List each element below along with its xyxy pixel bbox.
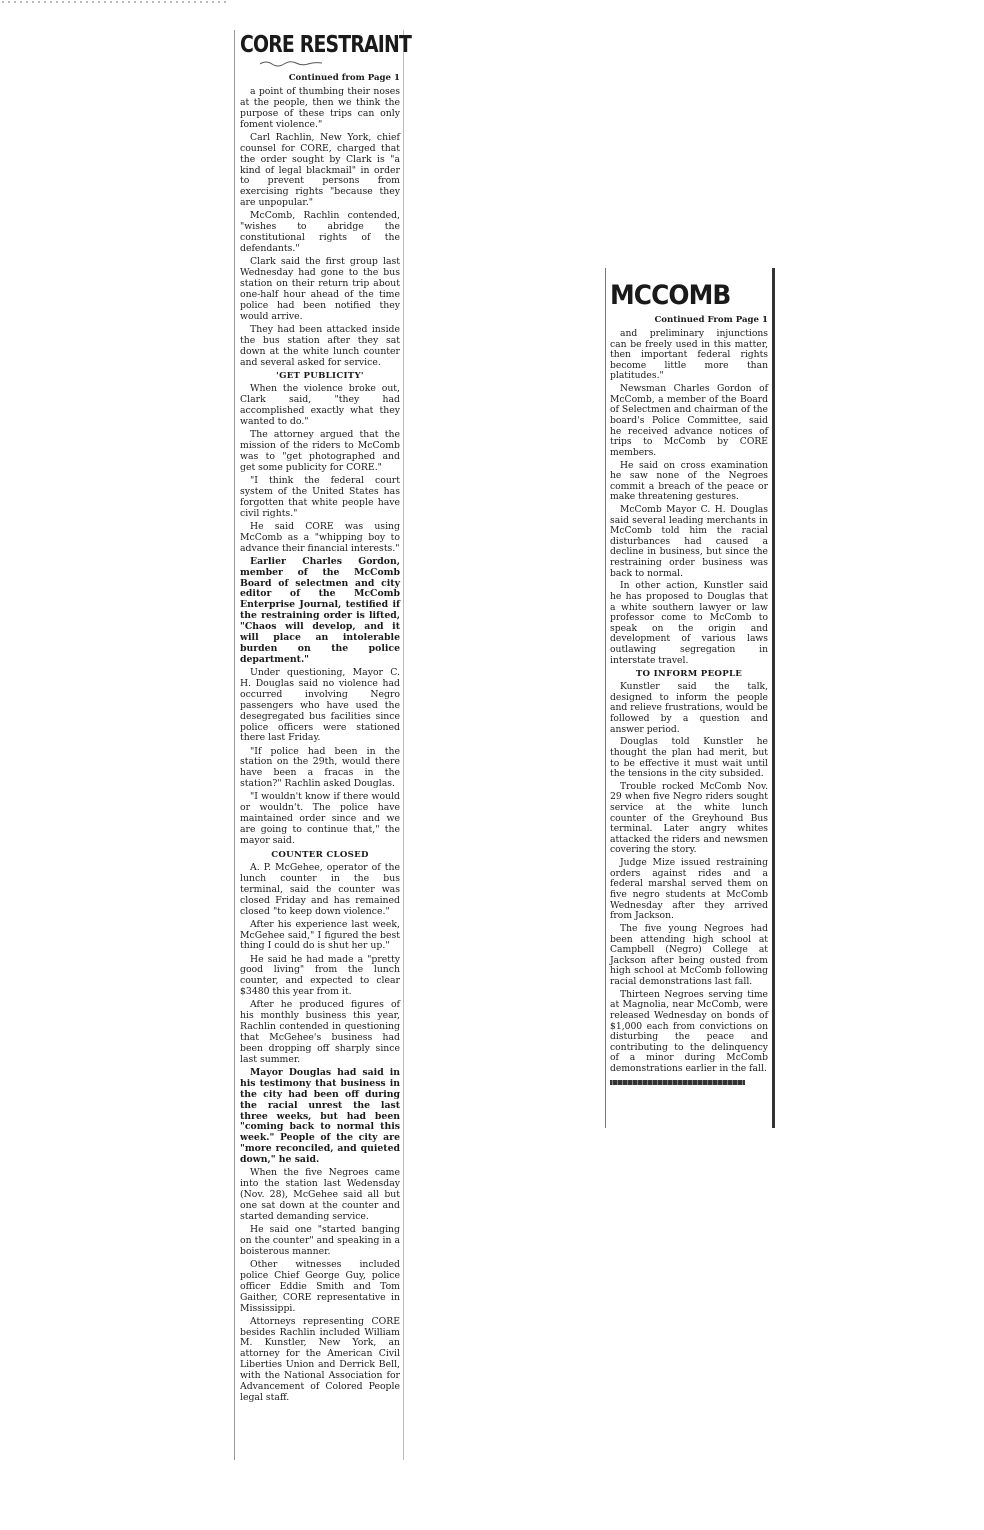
article-paragraph: Under questioning, Mayor C. H. Douglas said no violence had occurred involving Negro passengers who have used the desegregated bus facilities since police officers were stationed there last Friday. — [240, 667, 400, 744]
scribble-mark — [240, 59, 380, 67]
article-paragraph: Kunstler said the talk, designed to inform the people and relieve frustrations, would be followed by a question and answer period. — [610, 681, 768, 735]
article-paragraph: After his experience last week, McGehee said," I figured the best thing I could do is shut her up." — [240, 918, 400, 952]
subheading: TO INFORM PEOPLE — [635, 669, 743, 680]
article-paragraph: Thirteen Negroes serving time at Magnolia, near McComb, were released Wednesday on bonds of $1,000 each from convictions on disturbing the peace and contributing to the delinquency of a minor during McComb demonstrations earlier in the fall. — [610, 988, 768, 1074]
article-body — [610, 329, 768, 1074]
article-paragraph: "I wouldn't know if there would or wouldn't. The police have maintained order since and we are going to continue that," the mayor said. — [240, 791, 400, 846]
core-restraint-clipping — [234, 30, 412, 1460]
article-paragraph: Trouble rocked McComb Nov. 29 when five Negro riders sought service at the white lunch counter of the Greyhound Bus terminal. Later angry whites attacked the riders and newsmen covering the story. — [610, 780, 768, 856]
article-paragraph: Carl Rachlin, New York, chief counsel for CORE, charged that the order sought by Clark is "a kind of legal blackmail" in order to prevent persons from exercising rights "because they are unpopular." — [240, 131, 400, 209]
article-paragraph: He said CORE was using McComb as a "whipping boy to advance their financial interests." — [240, 520, 400, 554]
article-paragraph: The five young Negroes had been attending high school at Campbell (Negro) College at Jackson after being ousted from high school at McComb following racial demonstrations last fall. — [610, 922, 768, 987]
article-paragraph: He said one "started banging on the counter" and speaking in a boisterous manner. — [240, 1224, 400, 1257]
article-paragraph: Newsman Charles Gordon of McComb, a member of the Board of Selectmen and chairman of the board's Police Committee, said he received advance notices of trips to McComb by CORE members. — [610, 383, 768, 458]
continued-from-page-label: Continued From Page 1 — [654, 315, 768, 325]
article-paragraph: Other witnesses included police Chief George Guy, police officer Eddie Smith and Tom Gaither, CORE representative in Mississippi. — [240, 1258, 400, 1314]
article-paragraph: He said on cross examination he saw none of the Negroes commit a breach of the peace or make threatening gestures. — [610, 459, 768, 503]
page-edge-dots — [0, 0, 226, 4]
bottom-rule — [610, 1080, 745, 1085]
subheading: COUNTER CLOSED — [271, 849, 369, 860]
article-paragraph: When the five Negroes came into the station last Wedensday (Nov. 28), McGehee said all but one sat down at the counter and started demanding service. — [240, 1167, 400, 1222]
article-paragraph: "I think the federal court system of the United States has forgotten that white people have civil rights." — [240, 475, 400, 519]
subheading: 'GET PUBLICITY' — [276, 371, 364, 382]
article-paragraph: Earlier Charles Gordon, member of the McComb Board of selectmen and city editor of the McComb Enterprise Journal, testified if the restraining order is lifted, "Chaos will develop, and it will place an intolerable burden on the police department." — [240, 555, 400, 665]
article-paragraph: Attorneys representing CORE besides Rachlin included William M. Kunstler, New York, an attorney for the American Civil Liberties Union and Derrick Bell, with the National Association for Advancement of Colored People legal staff. — [240, 1315, 400, 1403]
article-paragraph: A. P. McGehee, operator of the lunch counter in the bus terminal, said the counter was closed Friday and has remained closed "to keep down violence." — [240, 861, 400, 917]
article-paragraph: and preliminary injunctions can be freely used in this matter, then important federal rights become little more than platitudes." — [610, 328, 768, 382]
mccomb-headline: MCCOMB — [610, 280, 731, 311]
article-paragraph: They had been attacked inside the bus station after they sat down at the white lunch counter and several asked for service. — [240, 323, 400, 368]
article-paragraph: Judge Mize issued restraining orders against rides and a federal marshal served them on five negro students at McComb Wednesday after they arrived from Jackson. — [610, 857, 768, 922]
article-paragraph: Mayor Douglas had said in his testimony that business in the city had been off during the racial unrest the last three weeks, but had been "coming back to normal this week." People of the city are "more reconciled, and quieted down," he said. — [240, 1066, 400, 1166]
article-paragraph: After he produced figures of his monthly business this year, Rachlin contended in questioning that McGehee's business had been dropping off sharply since last summer. — [240, 999, 400, 1065]
article-paragraph: Douglas told Kunstler he thought the plan had merit, but to be effective it must wait until the tensions in the city subsided. — [610, 736, 768, 780]
core-restraint-headline: CORE RESTRAINT — [240, 32, 412, 58]
article-paragraph: McComb, Rachlin contended, "wishes to abridge the constitutional rights of the defendants." — [240, 210, 400, 255]
article-paragraph: Clark said the first group last Wednesday had gone to the bus station on their return trip about one-half hour ahead of the time police had been notified they would arrive. — [240, 256, 400, 322]
article-paragraph: a point of thumbing their noses at the people, then we think the purpose of these trips can only foment violence." — [240, 86, 400, 130]
continued-from-page-label: Continued from Page 1 — [288, 73, 400, 83]
article-body — [240, 87, 400, 1404]
article-paragraph: In other action, Kunstler said he has proposed to Douglas that a white southern lawyer or law professor come to McComb to speak on the origin and development of various laws outlawing segregation in interstate travel. — [610, 580, 768, 666]
article-paragraph: McComb Mayor C. H. Douglas said several leading merchants in McComb told him the racial disturbances had caused a decline in business, but since the restraining order business was back to normal. — [610, 504, 768, 579]
article-paragraph: When the violence broke out, Clark said, "they had accomplished exactly what they wanted to do." — [240, 383, 400, 428]
mccomb-clipping — [605, 268, 775, 1128]
article-paragraph: "If police had been in the station on the 29th, would there have been a fracas in the station?" Rachlin asked Douglas. — [240, 745, 400, 790]
article-paragraph: The attorney argued that the mission of the riders to McComb was to "get photographed and get some publicity for CORE." — [240, 429, 400, 473]
article-paragraph: He said he had made a "pretty good living" from the lunch counter, and expected to clear $3480 this year from it. — [240, 953, 400, 998]
